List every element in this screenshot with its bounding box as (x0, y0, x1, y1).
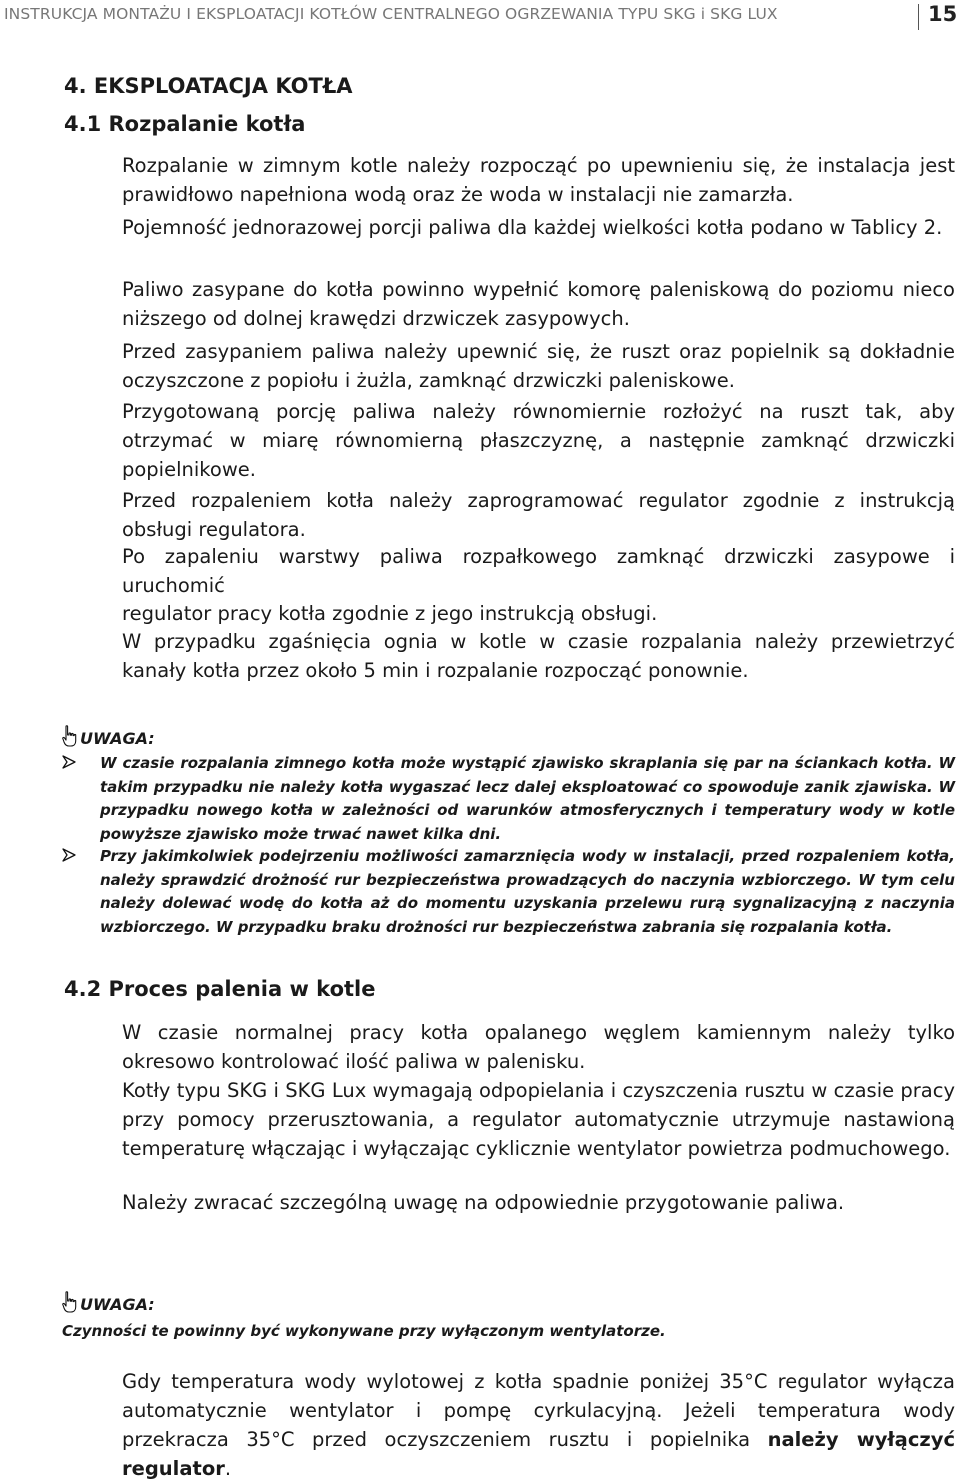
paragraph: Przed zasypaniem paliwa należy upewnić się, że ruszt oraz popielnik są dokładnie oczyszczone z popiołu i żużla, zamknąć drzwiczki paleniskowe. (122, 340, 955, 392)
pointing-hand-icon (62, 725, 79, 747)
header-title: INSTRUKCJA MONTAŻU I EKSPLOATACJI KOTŁÓW CENTRALNEGO OGRZEWANIA TYPU SKG i SKG LUX (4, 5, 778, 23)
warning-label-text: UWAGA: (80, 729, 155, 748)
page-number: 15 (928, 2, 958, 26)
paragraph: Po zapaleniu warstwy paliwa rozpałkowego zamknąć drzwiczki zasypowe i uruchomić (122, 545, 955, 597)
paragraph: W czasie normalnej pracy kotła opalanego węglem kamiennym należy tylko okresowo kontrolować ilość paliwa w palenisku. (122, 1021, 955, 1073)
arrow-bullet-icon (62, 755, 76, 769)
warning-item-text: W czasie rozpalania zimnego kotła może wystąpić zjawisko skraplania się par na ściankach kotła. W takim przypadku nie należy kotła wygaszać lecz dalej eksploatować co spowoduje zanik zjawiska. W przypadku nowego kotła w zależności od warunków atmosferycznych i temperatury wody w kotle powyższe zjawisko może trwać nawet kilka dni. (100, 754, 955, 843)
final-paragraph-emphasis: należy wyłączyć regulator (122, 1428, 956, 1480)
paragraph: Kotły typu SKG i SKG Lux wymagają odpopielania i czyszczenia rusztu w czasie pracy przy pomocy przerusztowania, a regulator automatycznie utrzymuje nastawioną temperaturę włączając i wyłączając cyklicznie wentylator powietrza podmuchowego. (122, 1079, 955, 1160)
pointing-hand-icon (62, 1291, 79, 1313)
warning-item-text: Przy jakimkolwiek podejrzeniu możliwości zamarznięcia wody w instalacji, przed rozpaleniem kotła, należy sprawdzić drożność rur bezpieczeństwa prowadzących do naczynia wzbiorczego. W tym celu należy dolewać wodę do kotła aż do momentu uzyskania przelewu rurą sygnalizacyjną z naczynia wzbiorczego. W przypadku braku drożności rur bezpieczeństwa zabrania się rozpalania kotła. (100, 847, 955, 936)
paragraph: Rozpalanie w zimnym kotle należy rozpocząć po upewnieniu się, że instalacja jest prawidłowo napełniona wodą oraz że woda w instalacji nie zamarzła. (122, 154, 955, 206)
paragraph: Przed rozpaleniem kotła należy zaprogramować regulator zgodnie z instrukcją obsługi regulatora. (122, 489, 955, 541)
paragraph: Paliwo zasypane do kotła powinno wypełnić komorę paleniskową do poziomu nieco niższego od dolnej krawędzi drzwiczek zasypowych. (122, 278, 955, 330)
section-title-4-2: 4.2 Proces palenia w kotle (64, 977, 376, 1001)
warning-label (62, 1291, 155, 1314)
section-title-4-1: 4.1 Rozpalanie kotła (64, 112, 306, 136)
final-paragraph-end: . (224, 1457, 232, 1480)
final-paragraph-text: Gdy temperatura wody wylotowej z kotła spadnie poniżej 35°C regulator wyłącza automatycznie wentylator i pompę cyrkulacyjną. Jeżeli temperatura wody przekracza 35°C przed oczyszczeniem rusztu i popielnika (122, 1370, 955, 1451)
paragraph: Przygotowaną porcję paliwa należy równomiernie rozłożyć na ruszt tak, aby otrzymać w miarę równomierną płaszczyznę, a następnie zamknąć drzwiczki popielnikowe. (122, 400, 955, 481)
page-header (0, 0, 960, 34)
warning-note: Czynności te powinny być wykonywane przy wyłączonym wentylatorze. (62, 1322, 666, 1340)
header-divider (918, 4, 919, 30)
paragraph: Należy zwracać szczególną uwagę na odpowiednie przygotowanie paliwa. (122, 1191, 845, 1214)
warning-label (62, 725, 155, 748)
warning-label-text: UWAGA: (80, 1295, 155, 1314)
paragraph: W przypadku zgaśnięcia ognia w kotle w czasie rozpalania należy przewietrzyć kanały kotła przez około 5 min i rozpalanie rozpocząć ponownie. (122, 630, 955, 682)
paragraph: Pojemność jednorazowej porcji paliwa dla każdej wielkości kotła podano w Tablicy 2. (122, 216, 943, 239)
final-paragraph (122, 1367, 955, 1483)
chapter-title: 4. EKSPLOATACJA KOTŁA (64, 74, 353, 98)
paragraph: regulator pracy kotła zgodnie z jego instrukcją obsługi. (122, 602, 658, 625)
arrow-bullet-icon (62, 848, 76, 862)
